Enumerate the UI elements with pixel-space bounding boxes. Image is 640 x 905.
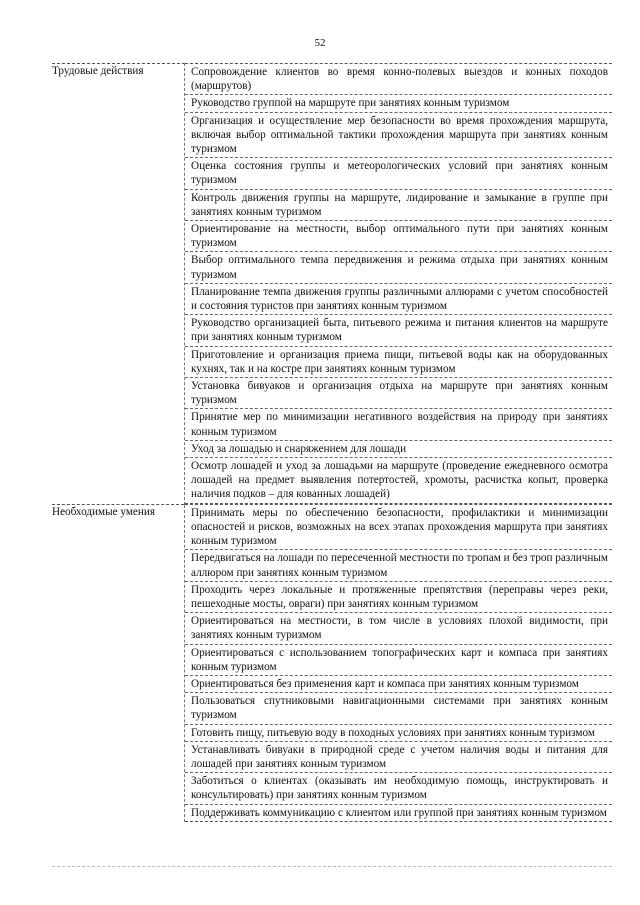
list-item: Принятие мер по минимизации негативного воздействия на природу при занятиях конным туризмом (185, 409, 612, 440)
list-item: Выбор оптимального темпа передвижения и режима отдыха при занятиях конным туризмом (185, 252, 612, 283)
list-item: Приготовление и организация приема пищи, питьевой воды как на оборудованных кухнях, так и на костре при занятиях конным туризмом (185, 347, 612, 378)
section-row (52, 64, 612, 505)
list-item: Руководство организацией быта, питьевого режима и питания клиентов на маршруте при занятиях конным туризмом (185, 315, 612, 346)
section-items (185, 64, 613, 505)
list-item: Готовить пищу, питьевую воду в походных условиях при занятиях конным туризмом (185, 725, 612, 742)
section-row (52, 504, 612, 822)
list-item: Планирование темпа движения группы различными аллюрами с учетом способностей и состояния туристов при занятиях конным туризмом (185, 284, 612, 315)
list-item: Ориентироваться на местности, в том числе в условиях плохой видимости, при занятиях конным туризмом (185, 613, 612, 644)
bottom-divider (52, 866, 612, 867)
list-item: Уход за лошадью и снаряжением для лошади (185, 441, 612, 458)
list-item: Проходить через локальные и протяженные препятствия (переправы через реки, пешеходные мосты, овраги) при занятиях конным туризмом (185, 582, 612, 613)
list-item: Передвигаться на лошади по пересеченной местности по тропам и без троп различным аллюром при занятиях конным туризмом (185, 550, 612, 581)
list-item: Сопровождение клиентов во время конно-полевых выездов и конных походов (маршрутов) (185, 64, 612, 95)
list-item: Ориентирование на местности, выбор оптимального пути при занятиях конным туризмом (185, 221, 612, 252)
list-item: Организация и осуществление мер безопасности во время прохождения маршрута, включая выбор оптимальной тактики прохождения маршрута при занятиях конным туризмом (185, 113, 612, 159)
requirements-table (52, 63, 612, 822)
list-item: Контроль движения группы на маршруте, лидирование и замыкание в группе при занятиях конным туризмом (185, 190, 612, 221)
section-label: Трудовые действия (52, 64, 185, 505)
list-item: Заботиться о клиентах (оказывать им необходимую помощь, инструктировать и консультировать) при занятиях конным туризмом (185, 773, 612, 804)
list-item: Ориентироваться с использованием топографических карт и компаса при занятиях конным туризмом (185, 645, 612, 676)
list-item: Осмотр лошадей и уход за лошадьми на маршруте (проведение ежедневного осмотра лошадей на предмет выявления потертостей, хромоты, расчистка копыт, проверка наличия подков – для кованных лошадей) (185, 458, 612, 504)
list-item: Устанавливать бивуаки в природной среде с учетом наличия воды и питания для лошадей при занятиях конным туризмом (185, 742, 612, 773)
section-label: Необходимые умения (52, 504, 185, 822)
list-item: Установка бивуаков и организация отдыха на маршруте при занятиях конным туризмом (185, 378, 612, 409)
list-item: Поддерживать коммуникацию с клиентом или группой при занятиях конным туризмом (185, 805, 612, 822)
page-number: 52 (314, 37, 326, 49)
list-item: Руководство группой на маршруте при занятиях конным туризмом (185, 95, 612, 112)
section-items (185, 504, 613, 822)
list-item: Принимать меры по обеспечению безопасности, профилактики и минимизации опасностей и рисков, возможных на всех этапах прохождения маршрута при занятиях конным туризмом (185, 505, 612, 551)
list-item: Оценка состояния группы и метеорологических условий при занятиях конным туризмом (185, 158, 612, 189)
list-item: Пользоваться спутниковыми навигационными системами при занятиях конным туризмом (185, 693, 612, 724)
list-item: Ориентироваться без применения карт и компаса при занятиях конным туризмом (185, 676, 612, 693)
